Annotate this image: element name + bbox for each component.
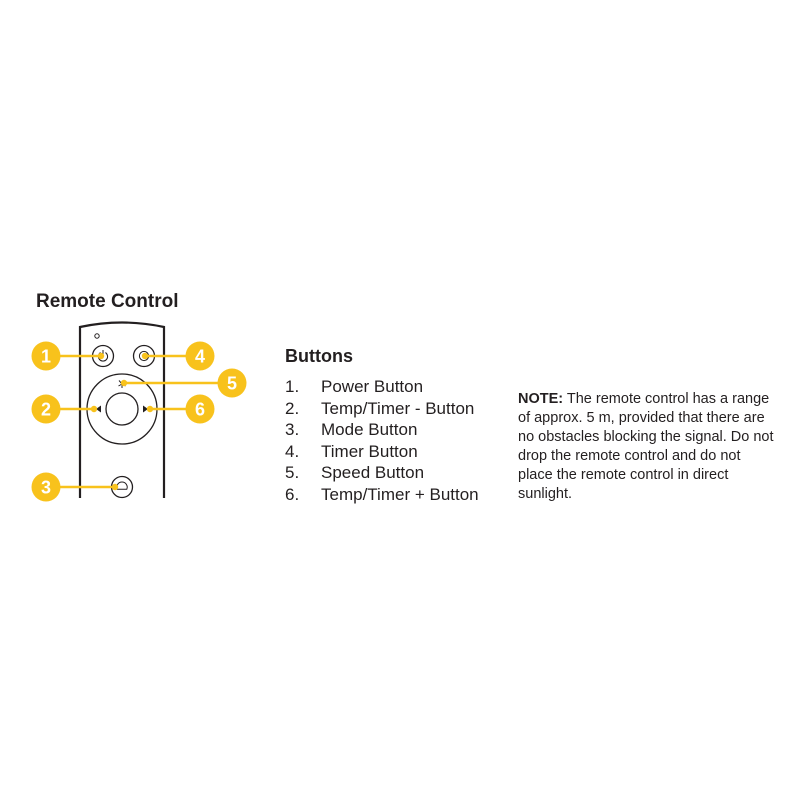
- list-item-label: Temp/Timer + Button: [321, 484, 479, 504]
- note-label: NOTE:: [518, 391, 564, 407]
- callout-5-number: 5: [226, 373, 238, 394]
- callout-3: [32, 473, 61, 502]
- buttons-list: [285, 376, 479, 506]
- list-item-number: 2.: [285, 398, 300, 418]
- list-item-number: 1.: [285, 377, 300, 396]
- list-item-number: 6.: [285, 484, 300, 504]
- callout-1: [32, 342, 61, 371]
- note-paragraph: [518, 390, 778, 504]
- list-item: [285, 398, 479, 420]
- callout-4: [186, 342, 215, 371]
- list-item-label: Timer Button: [321, 441, 418, 461]
- callout-6: [186, 395, 215, 424]
- list-item: [285, 419, 479, 441]
- list-item-number: 3.: [285, 420, 300, 440]
- callout-2: [32, 395, 61, 424]
- list-item-number: 4.: [285, 441, 300, 461]
- ir-indicator-icon: [95, 334, 99, 338]
- buttons-heading: Buttons: [285, 346, 353, 366]
- list-item-number: 5.: [285, 463, 300, 483]
- center-button: [106, 393, 138, 425]
- callout-6-number: 6: [194, 399, 206, 420]
- list-item-label: Speed Button: [321, 463, 425, 483]
- list-item-label: Temp/Timer - Button: [321, 398, 475, 418]
- callout-2-number: 2: [40, 399, 52, 420]
- list-item-label: Mode Button: [321, 420, 418, 440]
- note-text: The remote control has a range of approx. 5 m, provided that there are no obstacles blocking the signal. Do not drop the remote control and do not place the remote control in direct sunlight.: [518, 391, 774, 502]
- list-item: [285, 462, 479, 484]
- callout-4-number: 4: [194, 346, 206, 367]
- buttons-section: [285, 346, 479, 506]
- list-item: [285, 376, 479, 398]
- list-item: [285, 484, 479, 506]
- list-item-label: Power Button: [321, 377, 424, 396]
- list-item: [285, 441, 479, 463]
- callout-3-number: 3: [40, 477, 52, 498]
- section-title: Remote Control: [36, 291, 179, 312]
- callout-5: [218, 369, 247, 398]
- callout-1-number: 1: [40, 346, 52, 367]
